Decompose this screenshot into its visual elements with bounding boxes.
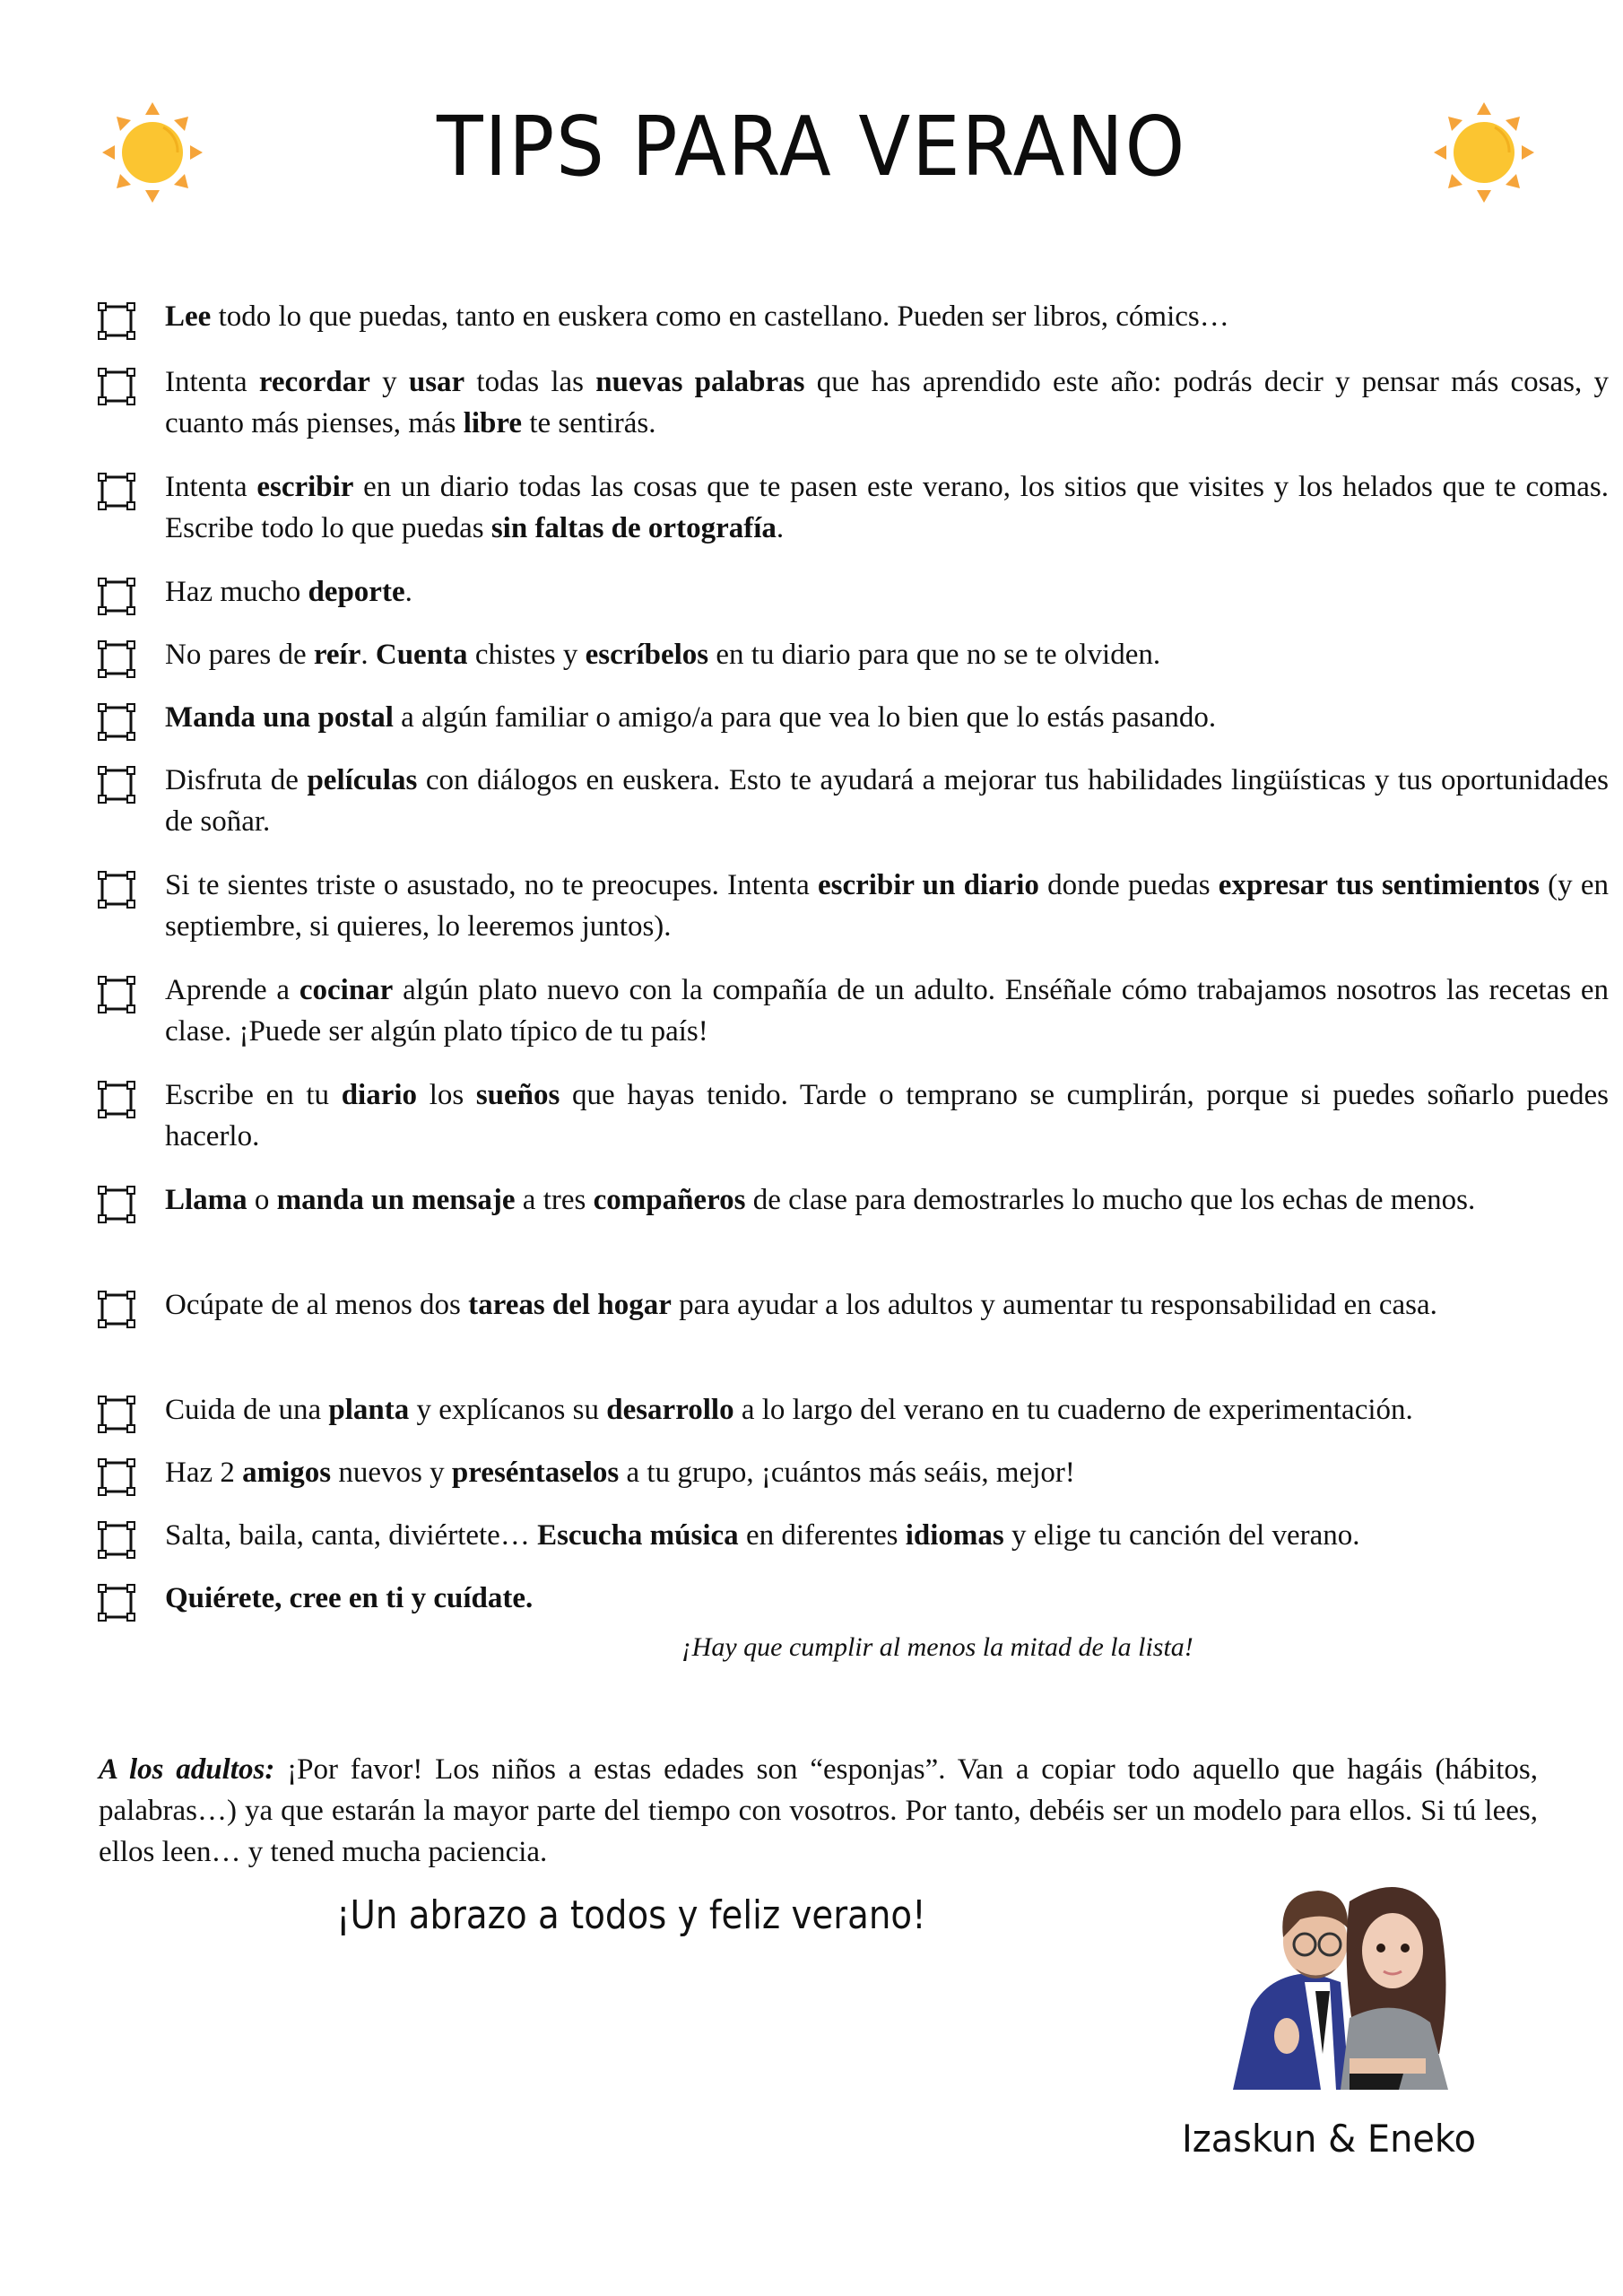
emphasis-text: escribir (256, 471, 354, 503)
emphasis-text: usar (408, 366, 465, 398)
farewell-message: ¡Un abrazo a todos y feliz verano! (336, 1892, 926, 1938)
signature: Izaskun & Eneko (1182, 2117, 1477, 2161)
checkbox-icon[interactable] (97, 975, 136, 1014)
checklist-item (97, 634, 1609, 675)
checklist-item (97, 1578, 1609, 1619)
checklist-item-text (165, 571, 1609, 613)
body-text: en tu diario para que no se te olviden. (708, 639, 1161, 671)
emphasis-text: recordar (258, 366, 370, 398)
adults-paragraph (99, 1749, 1538, 1873)
emphasis-text: cocinar (299, 974, 394, 1006)
emphasis-text: manda un mensaje (276, 1184, 516, 1216)
body-text: que has aprendido este año: podrás decir y pensar más cosas, y cuanto más pienses, más (165, 366, 1609, 439)
body-text: Intenta (165, 366, 259, 398)
checklist-item-text (165, 1074, 1609, 1157)
body-text: que hayas tenido. Tarde o temprano se cumplirán, porque si puedes soñarlo puedes hacerlo. (165, 1079, 1609, 1152)
checkbox-icon[interactable] (97, 472, 136, 511)
emphasis-text: amigos (242, 1457, 332, 1489)
body-text: donde puedas (1038, 869, 1219, 901)
emphasis-text: Quiérete, cree en ti y cuídate. (165, 1582, 534, 1614)
checklist-item (97, 1389, 1609, 1431)
checklist-item-text (165, 1578, 1609, 1619)
body-text: con diálogos en euskera. Esto te ayudará a mejorar tus habilidades lingüísticas y tus oportunidades de soñar. (165, 764, 1609, 838)
body-text: No pares de (165, 639, 314, 671)
checklist-item (97, 697, 1609, 738)
body-text: y explícanos su (409, 1394, 607, 1426)
checkbox-icon[interactable] (97, 367, 136, 406)
checklist-item-text (165, 466, 1609, 549)
page-title: TIPS PARA VERANO (436, 99, 1187, 195)
emphasis-text: reír (313, 639, 361, 671)
emphasis-text: expresar tus sentimientos (1218, 869, 1540, 901)
body-text: todas las (464, 366, 596, 398)
body-text: (y en septiembre, si quieres, lo leeremos juntos). (165, 869, 1609, 943)
emphasis-text: tareas del hogar (468, 1289, 672, 1321)
emphasis-text: desarrollo (606, 1394, 734, 1426)
body-text: y (369, 366, 409, 398)
emphasis-text: escríbelos (585, 639, 709, 671)
checklist-item-text (165, 634, 1609, 675)
emphasis-text: sueños (475, 1079, 560, 1111)
checklist-item (97, 970, 1609, 1052)
checklist-item (97, 865, 1609, 947)
checklist-item-text (165, 1389, 1609, 1431)
checkbox-icon[interactable] (97, 870, 136, 909)
body-text: a lo largo del verano en tu cuaderno de experimentación. (733, 1394, 1413, 1426)
body-text: y elige tu canción del verano. (1003, 1519, 1360, 1552)
body-text: Aprende a (165, 974, 299, 1006)
body-text: en un diario todas las cosas que te pasen este verano, los sitios que visites y los helados que te comas. Escribe todo lo que puedas (165, 471, 1609, 544)
checklist-item-text (165, 1179, 1609, 1221)
checkbox-icon[interactable] (97, 1520, 136, 1560)
checklist-item (97, 466, 1609, 549)
body-text: . (776, 512, 785, 544)
teachers-avatar (1215, 1866, 1484, 2099)
checklist-item (97, 1074, 1609, 1157)
body-text: . (360, 639, 376, 671)
checklist-item (97, 361, 1609, 444)
body-text: Si te sientes triste o asustado, no te preocupes. Intenta (165, 869, 818, 901)
body-text: a algún familiar o amigo/a para que vea lo bien que lo estás pasando. (393, 701, 1217, 734)
checkbox-icon[interactable] (97, 1080, 136, 1119)
checkbox-icon[interactable] (97, 702, 136, 742)
body-text: para ayudar a los adultos y aumentar tu responsabilidad en casa. (671, 1289, 1437, 1321)
emphasis-text: Manda una postal (165, 701, 394, 734)
checkbox-icon[interactable] (97, 577, 136, 616)
checklist-item (97, 760, 1609, 842)
checkbox-icon[interactable] (97, 765, 136, 804)
emphasis-text: Escucha música (537, 1519, 739, 1552)
body-text: nuevos y (331, 1457, 452, 1489)
body-text: Cuida de una (165, 1394, 329, 1426)
sun-icon (1430, 99, 1538, 206)
body-text: Escribe en tu (165, 1079, 342, 1111)
emphasis-text: Llama (165, 1184, 247, 1216)
adults-lead: A los adultos: (99, 1753, 275, 1786)
body-text: o (247, 1184, 277, 1216)
checklist-item (97, 1284, 1609, 1326)
checklist-item-text (165, 697, 1609, 738)
emphasis-text: compañeros (593, 1184, 746, 1216)
checkbox-icon[interactable] (97, 1457, 136, 1497)
checklist-item-text (165, 970, 1609, 1052)
body-text: Ocúpate de al menos dos (165, 1289, 469, 1321)
checkbox-icon[interactable] (97, 301, 136, 341)
body-text: los (417, 1079, 476, 1111)
body-text: Intenta (165, 471, 257, 503)
checkbox-icon[interactable] (97, 1290, 136, 1329)
emphasis-text: escribir un diario (817, 869, 1039, 901)
checklist-item (97, 296, 1609, 337)
body-text: chistes y (467, 639, 586, 671)
checkbox-icon[interactable] (97, 1185, 136, 1224)
body-text: de clase para demostrarles lo mucho que los echas de menos. (745, 1184, 1476, 1216)
body-text: . (404, 576, 412, 608)
body-text: Disfruta de (165, 764, 308, 796)
emphasis-text: Cuenta (375, 639, 468, 671)
body-text: Haz 2 (165, 1457, 243, 1489)
emphasis-text: libre (463, 407, 523, 439)
emphasis-text: preséntaselos (451, 1457, 620, 1489)
checklist-item (97, 1179, 1609, 1221)
emphasis-text: sin faltas de ortografía (490, 512, 777, 544)
checklist-item-text (165, 361, 1609, 444)
list-note: ¡Hay que cumplir al menos la mitad de la lista! (681, 1632, 1193, 1662)
body-text: Salta, baila, canta, diviértete… (165, 1519, 538, 1552)
checkbox-icon[interactable] (97, 1395, 136, 1434)
checklist-item-text (165, 1515, 1609, 1556)
checklist-item-text (165, 1284, 1609, 1326)
emphasis-text: idiomas (905, 1519, 1004, 1552)
emphasis-text: películas (307, 764, 418, 796)
body-text: a tu grupo, ¡cuántos más seáis, mejor! (619, 1457, 1075, 1489)
body-text: a tres (515, 1184, 594, 1216)
checklist-item-text (165, 296, 1609, 337)
checkbox-icon[interactable] (97, 1583, 136, 1622)
emphasis-text: deporte (308, 576, 405, 608)
checklist-item (97, 571, 1609, 613)
emphasis-text: planta (328, 1394, 410, 1426)
body-text: Haz mucho (165, 576, 308, 608)
checklist-item-text (165, 760, 1609, 842)
checklist-item-text (165, 865, 1609, 947)
emphasis-text: diario (341, 1079, 418, 1111)
body-text: te sentirás. (522, 407, 656, 439)
body-text: en diferentes (738, 1519, 906, 1552)
checklist-item-text (165, 1452, 1609, 1493)
adults-body: ¡Por favor! Los niños a estas edades son “esponjas”. Van a copiar todo aquello que hagáis (hábitos, palabras…) ya que estarán la mayor parte del tiempo con vosotros. Por tanto, debéis ser un modelo para ellos. Si tú lees, ellos leen… y tened mucha paciencia. (99, 1753, 1538, 1868)
body-text: algún plato nuevo con la compañía de un adulto. Enséñale cómo trabajamos nosotros las recetas en clase. ¡Puede ser algún plato típico de tu país! (165, 974, 1609, 1048)
body-text: todo lo que puedas, tanto en euskera como en castellano. Pueden ser libros, cómics… (211, 300, 1229, 333)
checkbox-icon[interactable] (97, 639, 136, 679)
emphasis-text: Lee (165, 300, 212, 333)
checklist-item (97, 1452, 1609, 1493)
checklist-item (97, 1515, 1609, 1556)
emphasis-text: nuevas palabras (595, 366, 805, 398)
